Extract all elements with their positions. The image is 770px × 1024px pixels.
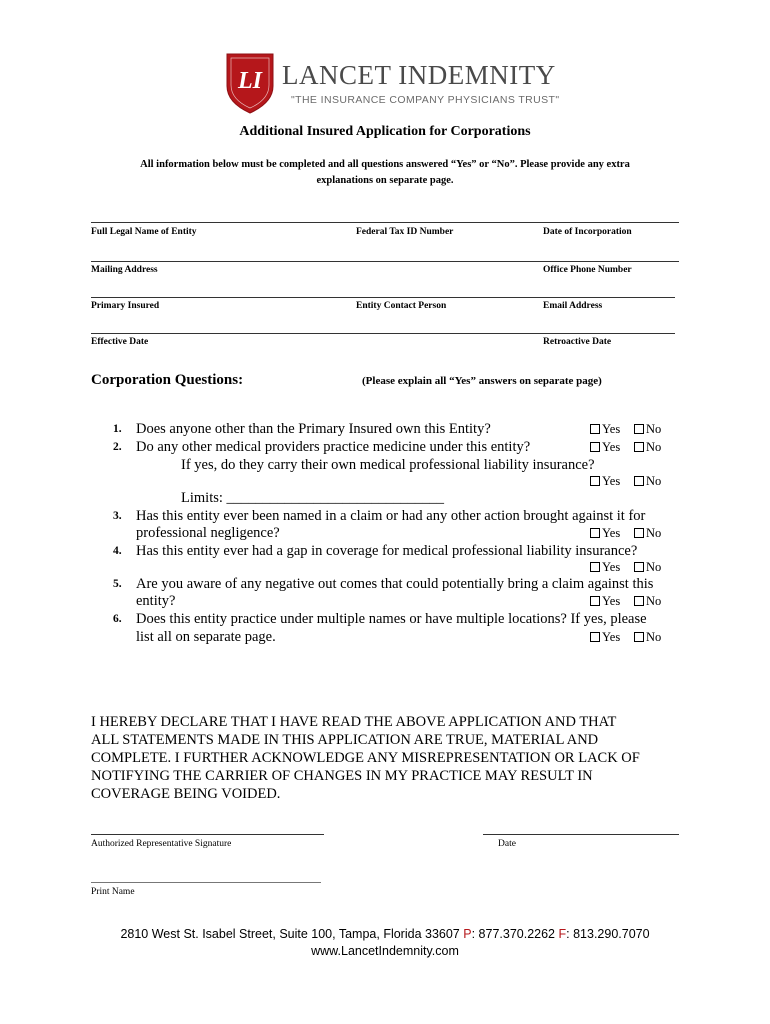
entity-info-line-1[interactable] [91, 222, 679, 223]
company-name: LANCET INDEMNITY [282, 60, 556, 90]
question-4-yes[interactable]: Yes [590, 558, 620, 576]
question-2-follow-up-yes[interactable]: Yes [590, 472, 620, 490]
question-1-yes[interactable]: Yes [590, 420, 620, 438]
checkbox-icon[interactable] [634, 562, 644, 572]
checkbox-icon[interactable] [634, 632, 644, 642]
effective-date-label: Effective Date [91, 337, 149, 347]
primary-insured-label: Primary Insured [91, 301, 160, 311]
footer-phone-prefix: P [463, 927, 472, 941]
question-5-text-line-2: entity? [136, 593, 176, 609]
question-2-text: Do any other medical providers practice medicine under this entity? [136, 439, 531, 455]
date-label: Date [498, 839, 516, 849]
footer-fax: : 813.290.7070 [566, 927, 650, 941]
declaration [91, 713, 691, 803]
print-name-label: Print Name [91, 887, 135, 897]
question-1-number: 1. [113, 423, 122, 435]
intro-line-1: All information below must be completed and all questions answered “Yes” or “No”. Please provide any extra [140, 159, 630, 170]
question-5-no[interactable]: No [634, 592, 661, 610]
question-6-text-line-1: Does this entity practice under multiple names or have multiple locations? If yes, please [136, 611, 647, 627]
footer-address: 2810 West St. Isabel Street, Suite 100, Tampa, Florida 33607 [120, 927, 460, 941]
checkbox-icon[interactable] [634, 424, 644, 434]
declaration-line-3: COMPLETE. I FURTHER ACKNOWLEDGE ANY MISREPRESENTATION OR LACK OF [91, 750, 640, 766]
entity-info-line-2[interactable] [91, 261, 679, 262]
signature-line[interactable] [91, 834, 324, 835]
question-6-text-line-2: list all on separate page. [136, 629, 276, 645]
checkbox-icon[interactable] [590, 424, 600, 434]
checkbox-icon[interactable] [634, 528, 644, 538]
question-5-yes[interactable]: Yes [590, 592, 620, 610]
question-6-number: 6. [113, 613, 122, 625]
checkbox-icon[interactable] [634, 476, 644, 486]
authorized-signature-label: Authorized Representative Signature [91, 839, 232, 849]
mailing-address-label: Mailing Address [91, 265, 158, 275]
question-4-text: Has this entity ever had a gap in coverage for medical professional liability insurance? [136, 543, 638, 559]
lancet-shield-logo-icon [225, 52, 275, 114]
question-2-follow-up-no[interactable]: No [634, 472, 661, 490]
question-6-no[interactable]: No [634, 628, 661, 646]
retroactive-date-label: Retroactive Date [543, 337, 612, 347]
question-1-text: Does anyone other than the Primary Insured own this Entity? [136, 421, 491, 437]
question-3-text-line-1: Has this entity ever been named in a claim or had any other action brought against it for [136, 508, 646, 524]
question-4-no[interactable]: No [634, 558, 661, 576]
question-6-yes[interactable]: Yes [590, 628, 620, 646]
checkbox-icon[interactable] [590, 442, 600, 452]
checkbox-icon[interactable] [590, 476, 600, 486]
declaration-line-5: COVERAGE BEING VOIDED. [91, 786, 281, 802]
date-line[interactable] [483, 834, 679, 835]
intro-line-2: explanations on separate page. [316, 175, 454, 186]
print-name-line[interactable] [91, 882, 321, 883]
question-3-no[interactable]: No [634, 524, 661, 542]
declaration-line-4: NOTIFYING THE CARRIER OF CHANGES IN MY PRACTICE MAY RESULT IN [91, 768, 593, 784]
declaration-line-2: ALL STATEMENTS MADE IN THIS APPLICATION ARE TRUE, MATERIAL AND [91, 732, 599, 748]
checkbox-icon[interactable] [590, 596, 600, 606]
question-2-follow-up: If yes, do they carry their own medical professional liability insurance? [181, 457, 595, 473]
entity-info-line-3[interactable] [91, 297, 675, 298]
checkbox-icon[interactable] [590, 528, 600, 538]
form-intro [110, 157, 660, 189]
checkbox-icon[interactable] [590, 562, 600, 572]
question-5-number: 5. [113, 578, 122, 590]
checkbox-icon[interactable] [634, 442, 644, 452]
corporation-questions-title: Corporation Questions: [91, 372, 244, 388]
corporation-questions-note: (Please explain all “Yes” answers on separate page) [362, 375, 602, 387]
question-3-yes[interactable]: Yes [590, 524, 620, 542]
entity-contact-label: Entity Contact Person [356, 301, 447, 311]
full-legal-name-label: Full Legal Name of Entity [91, 227, 197, 237]
question-1-no[interactable]: No [634, 420, 661, 438]
federal-tax-id-label: Federal Tax ID Number [356, 227, 454, 237]
email-address-label: Email Address [543, 301, 603, 311]
footer-website[interactable]: www.LancetIndemnity.com [311, 944, 459, 958]
entity-info-line-4[interactable] [91, 333, 675, 334]
question-2-yes[interactable]: Yes [590, 438, 620, 456]
checkbox-icon[interactable] [590, 632, 600, 642]
question-3-text-line-2: professional negligence? [136, 525, 280, 541]
date-of-incorporation-label: Date of Incorporation [543, 227, 632, 237]
logo-monogram: LI [238, 68, 262, 94]
checkbox-icon[interactable] [634, 596, 644, 606]
footer-contact [0, 927, 770, 941]
question-4-number: 4. [113, 545, 122, 557]
office-phone-label: Office Phone Number [543, 265, 632, 275]
company-tagline: "THE INSURANCE COMPANY PHYSICIANS TRUST" [291, 94, 560, 106]
footer-phone: : 877.370.2262 [471, 927, 556, 941]
question-3-number: 3. [113, 510, 122, 522]
footer-fax-prefix: F [558, 927, 567, 941]
question-5-text-line-1: Are you aware of any negative out comes that could potentially bring a claim against this [136, 576, 654, 592]
question-2-limits[interactable]: Limits: ______________________________ [181, 490, 445, 506]
declaration-line-1: I HEREBY DECLARE THAT I HAVE READ THE ABOVE APPLICATION AND THAT [91, 714, 617, 730]
question-2-no[interactable]: No [634, 438, 661, 456]
question-2-number: 2. [113, 441, 122, 453]
form-title: Additional Insured Application for Corporations [239, 124, 531, 139]
